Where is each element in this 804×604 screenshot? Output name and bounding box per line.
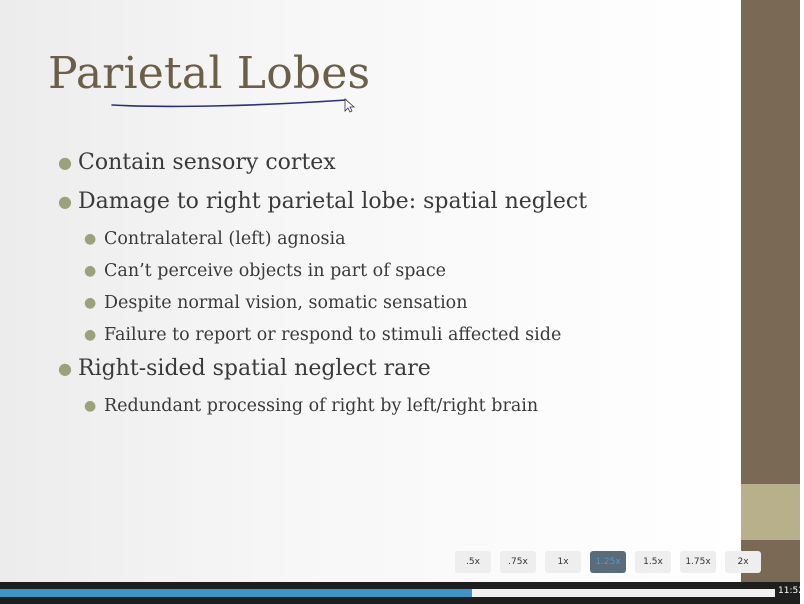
bullet-dot-icon: ● [84, 231, 97, 247]
sub-bullet-item [58, 290, 738, 322]
bullet-text: Contralateral (left) agnosia [104, 229, 346, 249]
speed-button-0.5x[interactable]: .5x [455, 551, 491, 573]
bullet-dot-icon: ● [84, 263, 97, 279]
progress-bar-fill [0, 589, 472, 597]
current-time: 11:52 [778, 586, 804, 596]
bullet-item [58, 148, 738, 187]
bullet-dot-icon: ● [58, 359, 72, 378]
bullet-text: Right-sided spatial neglect rare [78, 356, 431, 381]
speed-button-0.75x[interactable]: .75x [500, 551, 536, 573]
bullet-dot-icon: ● [84, 327, 97, 343]
mouse-cursor-icon [345, 99, 354, 112]
bullet-text: Redundant processing of right by left/right brain [104, 396, 539, 416]
bullet-item [58, 354, 738, 393]
sub-bullet-item [58, 226, 738, 258]
pen-underline-annotation [108, 94, 368, 118]
sub-bullet-item [58, 393, 738, 425]
bullet-item [58, 187, 738, 226]
slide-title: Parietal Lobes [48, 48, 371, 99]
bullet-dot-icon: ● [58, 153, 72, 172]
bullet-text: Damage to right parietal lobe: spatial neglect [78, 189, 588, 214]
slide-side-accent [741, 484, 800, 540]
speed-button-1.25x[interactable]: 1.25x [590, 551, 626, 573]
bullet-dot-icon: ● [84, 398, 97, 414]
bullet-text: Contain sensory cortex [78, 150, 336, 175]
bullet-dot-icon: ● [84, 295, 97, 311]
bullet-text: Despite normal vision, somatic sensation [104, 293, 468, 313]
speed-button-1x[interactable]: 1x [545, 551, 581, 573]
bullet-text: Failure to report or respond to stimuli affected side [104, 325, 562, 345]
bullet-text: Can’t perceive objects in part of space [104, 261, 447, 281]
bullet-dot-icon: ● [58, 192, 72, 211]
progress-bar-track[interactable] [0, 582, 804, 604]
speed-button-1.5x[interactable]: 1.5x [635, 551, 671, 573]
sub-bullet-item [58, 258, 738, 290]
speed-button-2x[interactable]: 2x [725, 551, 761, 573]
speed-button-1.75x[interactable]: 1.75x [680, 551, 716, 573]
bullet-list [58, 148, 738, 425]
sub-bullet-item [58, 322, 738, 354]
